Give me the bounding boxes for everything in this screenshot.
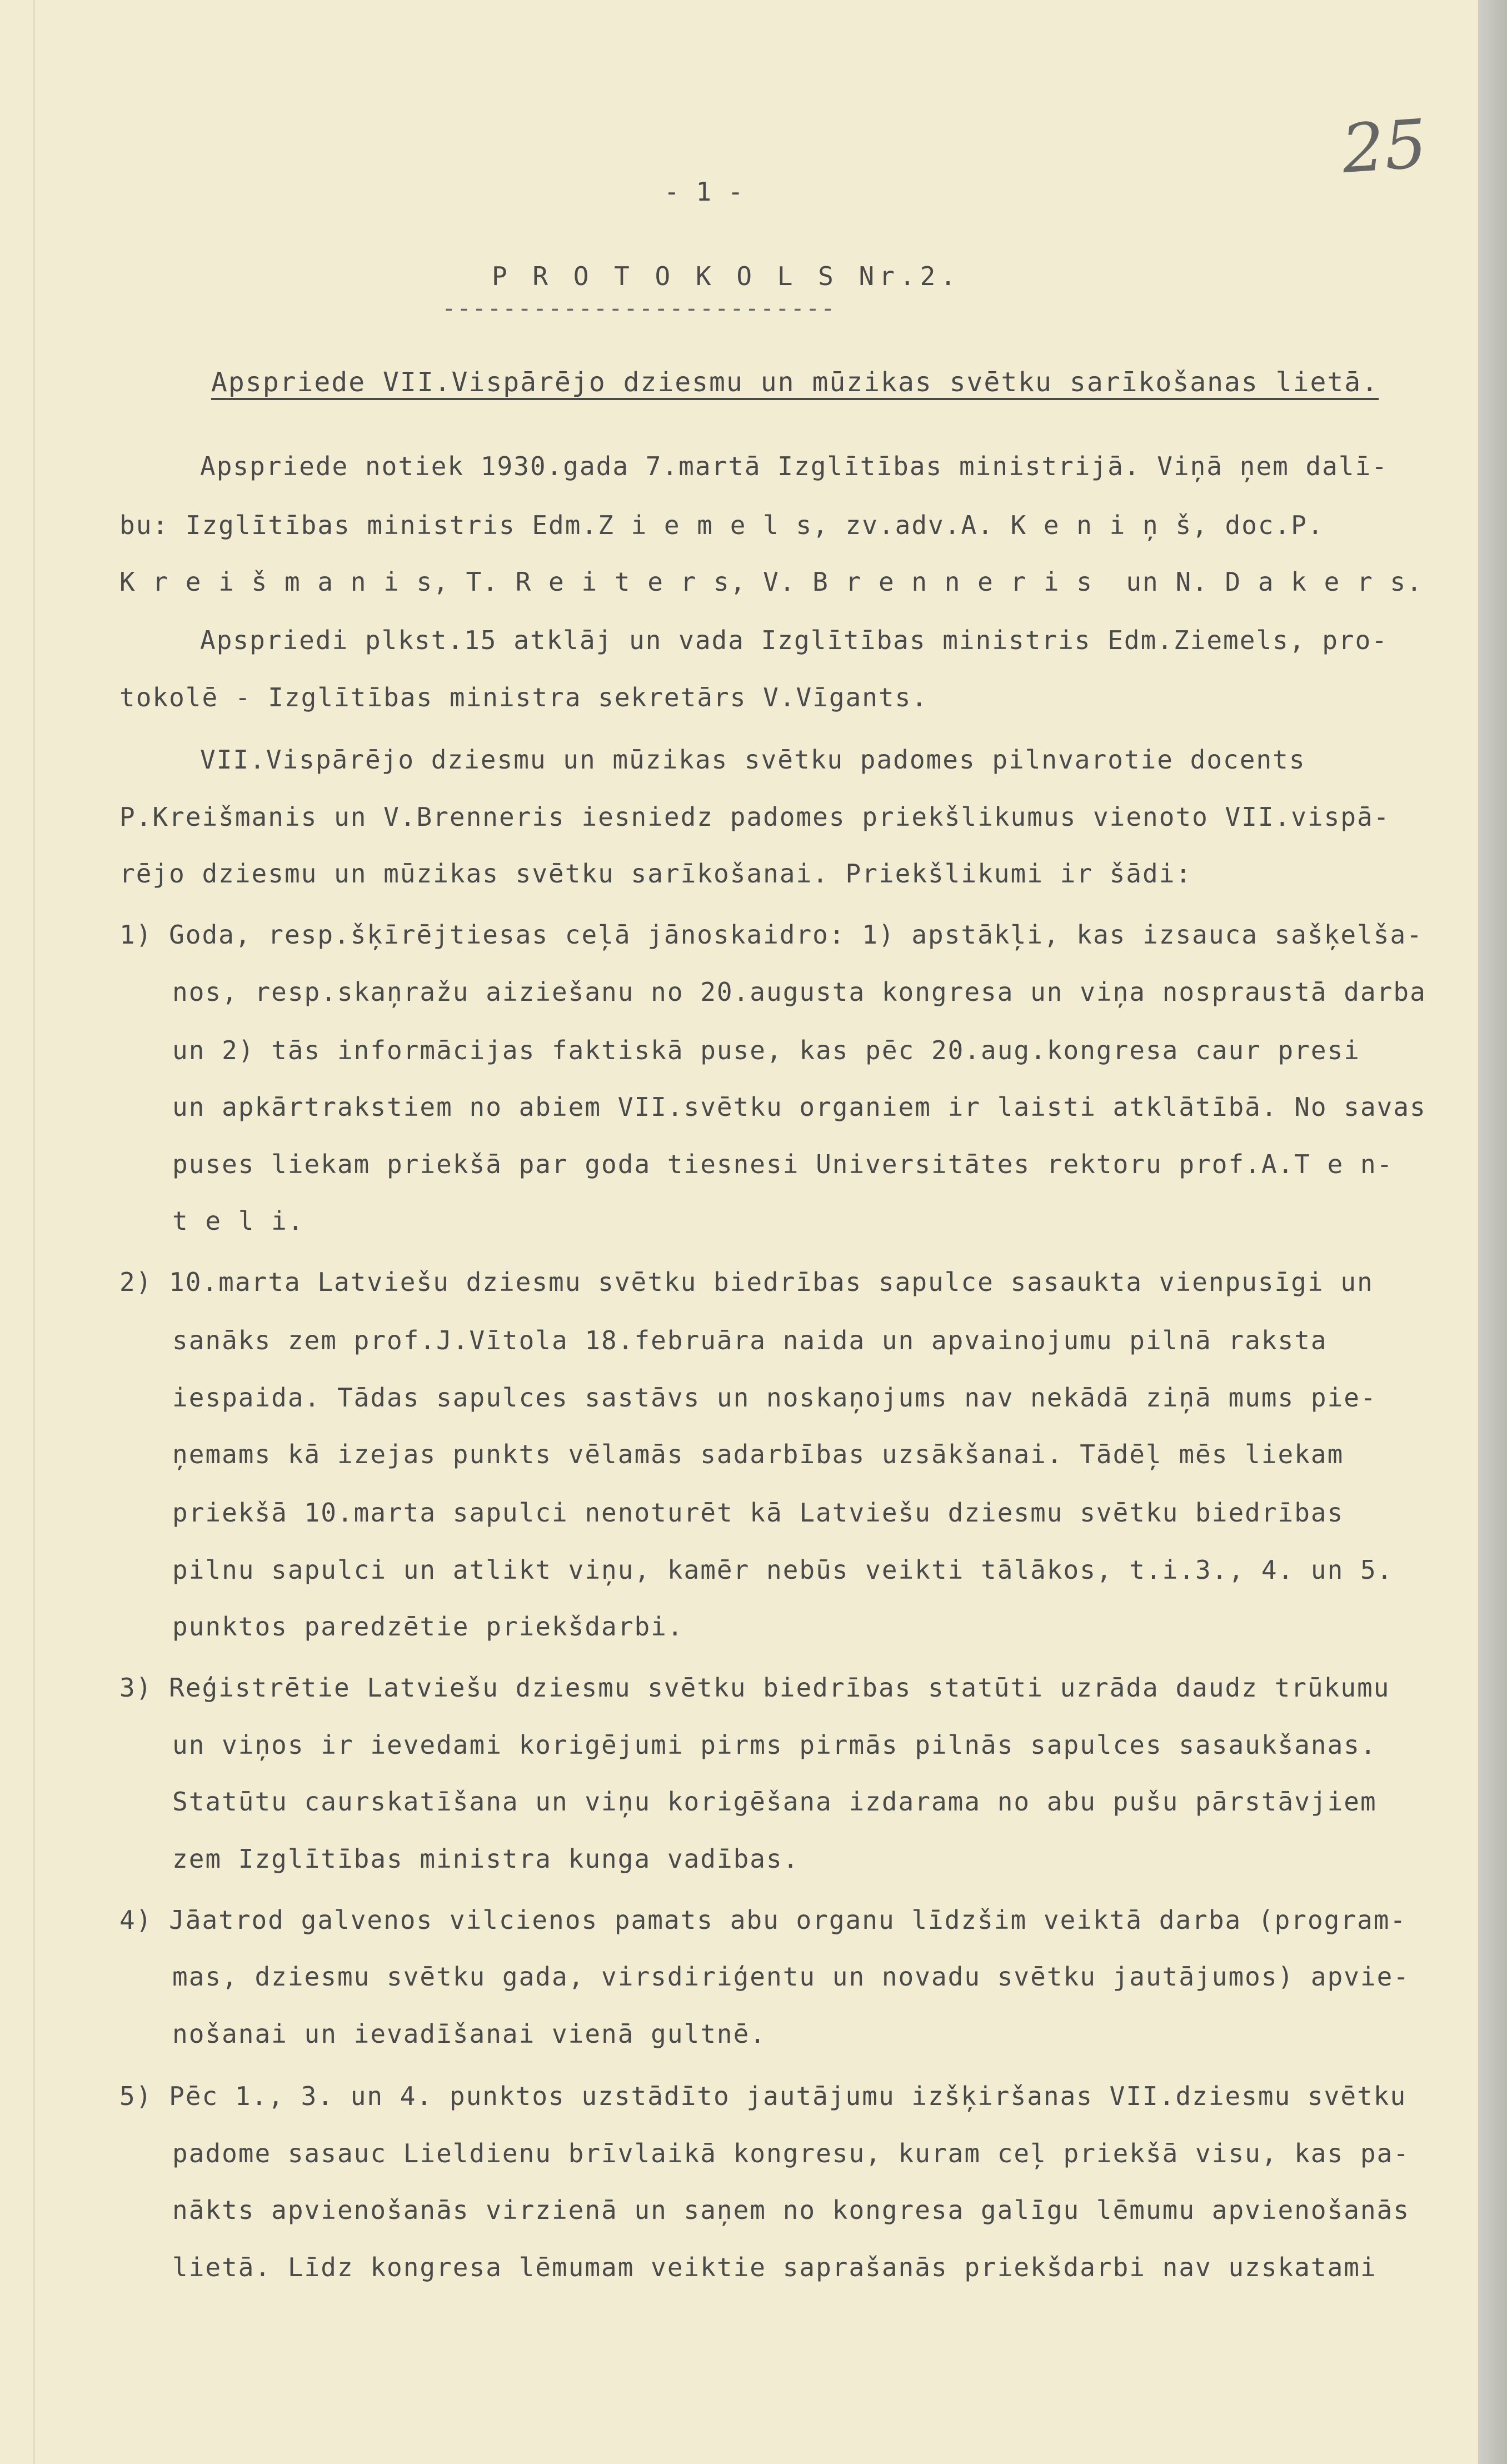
- text-line: VII.Vispārējo dziesmu un mūzikas svētku padomes pilnvarotie docents: [200, 745, 1306, 775]
- text-line: ņemams kā izejas punkts vēlamās sadarbības uzsākšanai. Tādēļ mēs liekam: [172, 1439, 1344, 1469]
- text-line: P.Kreišmanis un V.Brenneris iesniedz padomes priekšlikumus vienoto VII.vispā-: [119, 802, 1390, 832]
- text-line: nošanai un ievadīšanai vienā gultnē.: [172, 2019, 766, 2049]
- text-line: un apkārtrakstiem no abiem VII.svētku organiem ir laisti atklātībā. No savas: [172, 1092, 1426, 1122]
- page-number: - 1 -: [664, 177, 744, 207]
- text-line: Statūtu caurskatīšana un viņu korigēšana izdarama no abu pušu pārstāvjiem: [172, 1787, 1377, 1817]
- page-fold: [33, 0, 35, 2464]
- text-line: t e l i.: [172, 1206, 305, 1236]
- text-line: priekšā 10.marta sapulci nenoturēt kā Latviešu dziesmu svētku biedrības: [172, 1498, 1344, 1528]
- document-subtitle: Apspriede VII.Vispārējo dziesmu un mūzikas svētku sarīkošanas lietā.: [211, 367, 1379, 398]
- text-line: rējo dziesmu un mūzikas svētku sarīkošanai. Priekšlikumi ir šādi:: [119, 859, 1192, 889]
- title-underline: --------------------------: [442, 295, 836, 322]
- background-edge: [1478, 0, 1507, 2464]
- text-line: tokolē - Izglītības ministra sekretārs V.Vīgants.: [119, 682, 929, 712]
- text-line: Apspriede notiek 1930.gada 7.martā Izglītības ministrijā. Viņā ņem dalī-: [200, 451, 1388, 481]
- text-line: zem Izglītības ministra kunga vadības.: [172, 1844, 800, 1874]
- text-line: punktos paredzētie priekšdarbi.: [172, 1612, 684, 1642]
- text-line: 1) Goda, resp.šķīrējtiesas ceļā jānoskaidro: 1) apstākļi, kas izsauca sašķelša-: [119, 920, 1423, 950]
- text-line: 2) 10.marta Latviešu dziesmu svētku biedrības sapulce sasaukta vienpusīgi un: [119, 1267, 1374, 1297]
- text-line: nākts apvienošanās virzienā un saņem no kongresa galīgu lēmumu apvienošanās: [172, 2195, 1410, 2225]
- text-line: lietā. Līdz kongresa lēmumam veiktie saprašanās priekšdarbi nav uzskatami: [172, 2252, 1377, 2282]
- text-line: K r e i š m a n i s, T. R e i t e r s, V. B r e n n e r i s un N. D a k e r s.: [119, 567, 1423, 597]
- text-line: sanāks zem prof.J.Vītola 18.februāra naida un apvainojumu pilnā raksta: [172, 1325, 1328, 1355]
- text-line: 4) Jāatrod galvenos vilcienos pamats abu organu līdzšim veiktā darba (program-: [119, 1905, 1407, 1935]
- text-line: un 2) tās informācijas faktiskā puse, kas pēc 20.aug.kongresa caur presi: [172, 1035, 1360, 1065]
- text-line: un viņos ir ievedami korigējumi pirms pirmās pilnās sapulces sasaukšanas.: [172, 1730, 1377, 1760]
- text-line: 5) Pēc 1., 3. un 4. punktos uzstādīto jautājumu izšķiršanas VII.dziesmu svētku: [119, 2081, 1407, 2111]
- text-line: Apspriedi plkst.15 atklāj un vada Izglītības ministris Edm.Ziemels, pro-: [200, 625, 1388, 655]
- text-line: pilnu sapulci un atlikt viņu, kamēr nebūs veikti tālākos, t.i.3., 4. un 5.: [172, 1555, 1394, 1585]
- text-line: padome sasauc Lieldienu brīvlaikā kongresu, kuram ceļ priekšā visu, kas pa-: [172, 2138, 1410, 2168]
- text-line: puses liekam priekšā par goda tiesnesi Universitātes rektoru prof.A.T e n-: [172, 1149, 1394, 1179]
- text-line: bu: Izglītības ministris Edm.Z i e m e l s, zv.adv.A. K e n i ņ š, doc.P.: [119, 510, 1324, 540]
- document-title: P R O T O K O L S Nr.2.: [492, 261, 961, 291]
- text-line: nos, resp.skaņražu aiziešanu no 20.augusta kongresa un viņa nospraustā darba: [172, 977, 1426, 1007]
- text-line: iespaida. Tādas sapulces sastāvs un noskaņojums nav nekādā ziņā mums pie-: [172, 1383, 1377, 1413]
- text-line: 3) Reģistrētie Latviešu dziesmu svētku biedrības statūti uzrāda daudz trūkumu: [119, 1673, 1390, 1703]
- text-line: mas, dziesmu svētku gada, virsdiriģentu un novadu svētku jautājumos) apvie-: [172, 1962, 1410, 1992]
- handwritten-folio-number: 25: [1339, 105, 1430, 189]
